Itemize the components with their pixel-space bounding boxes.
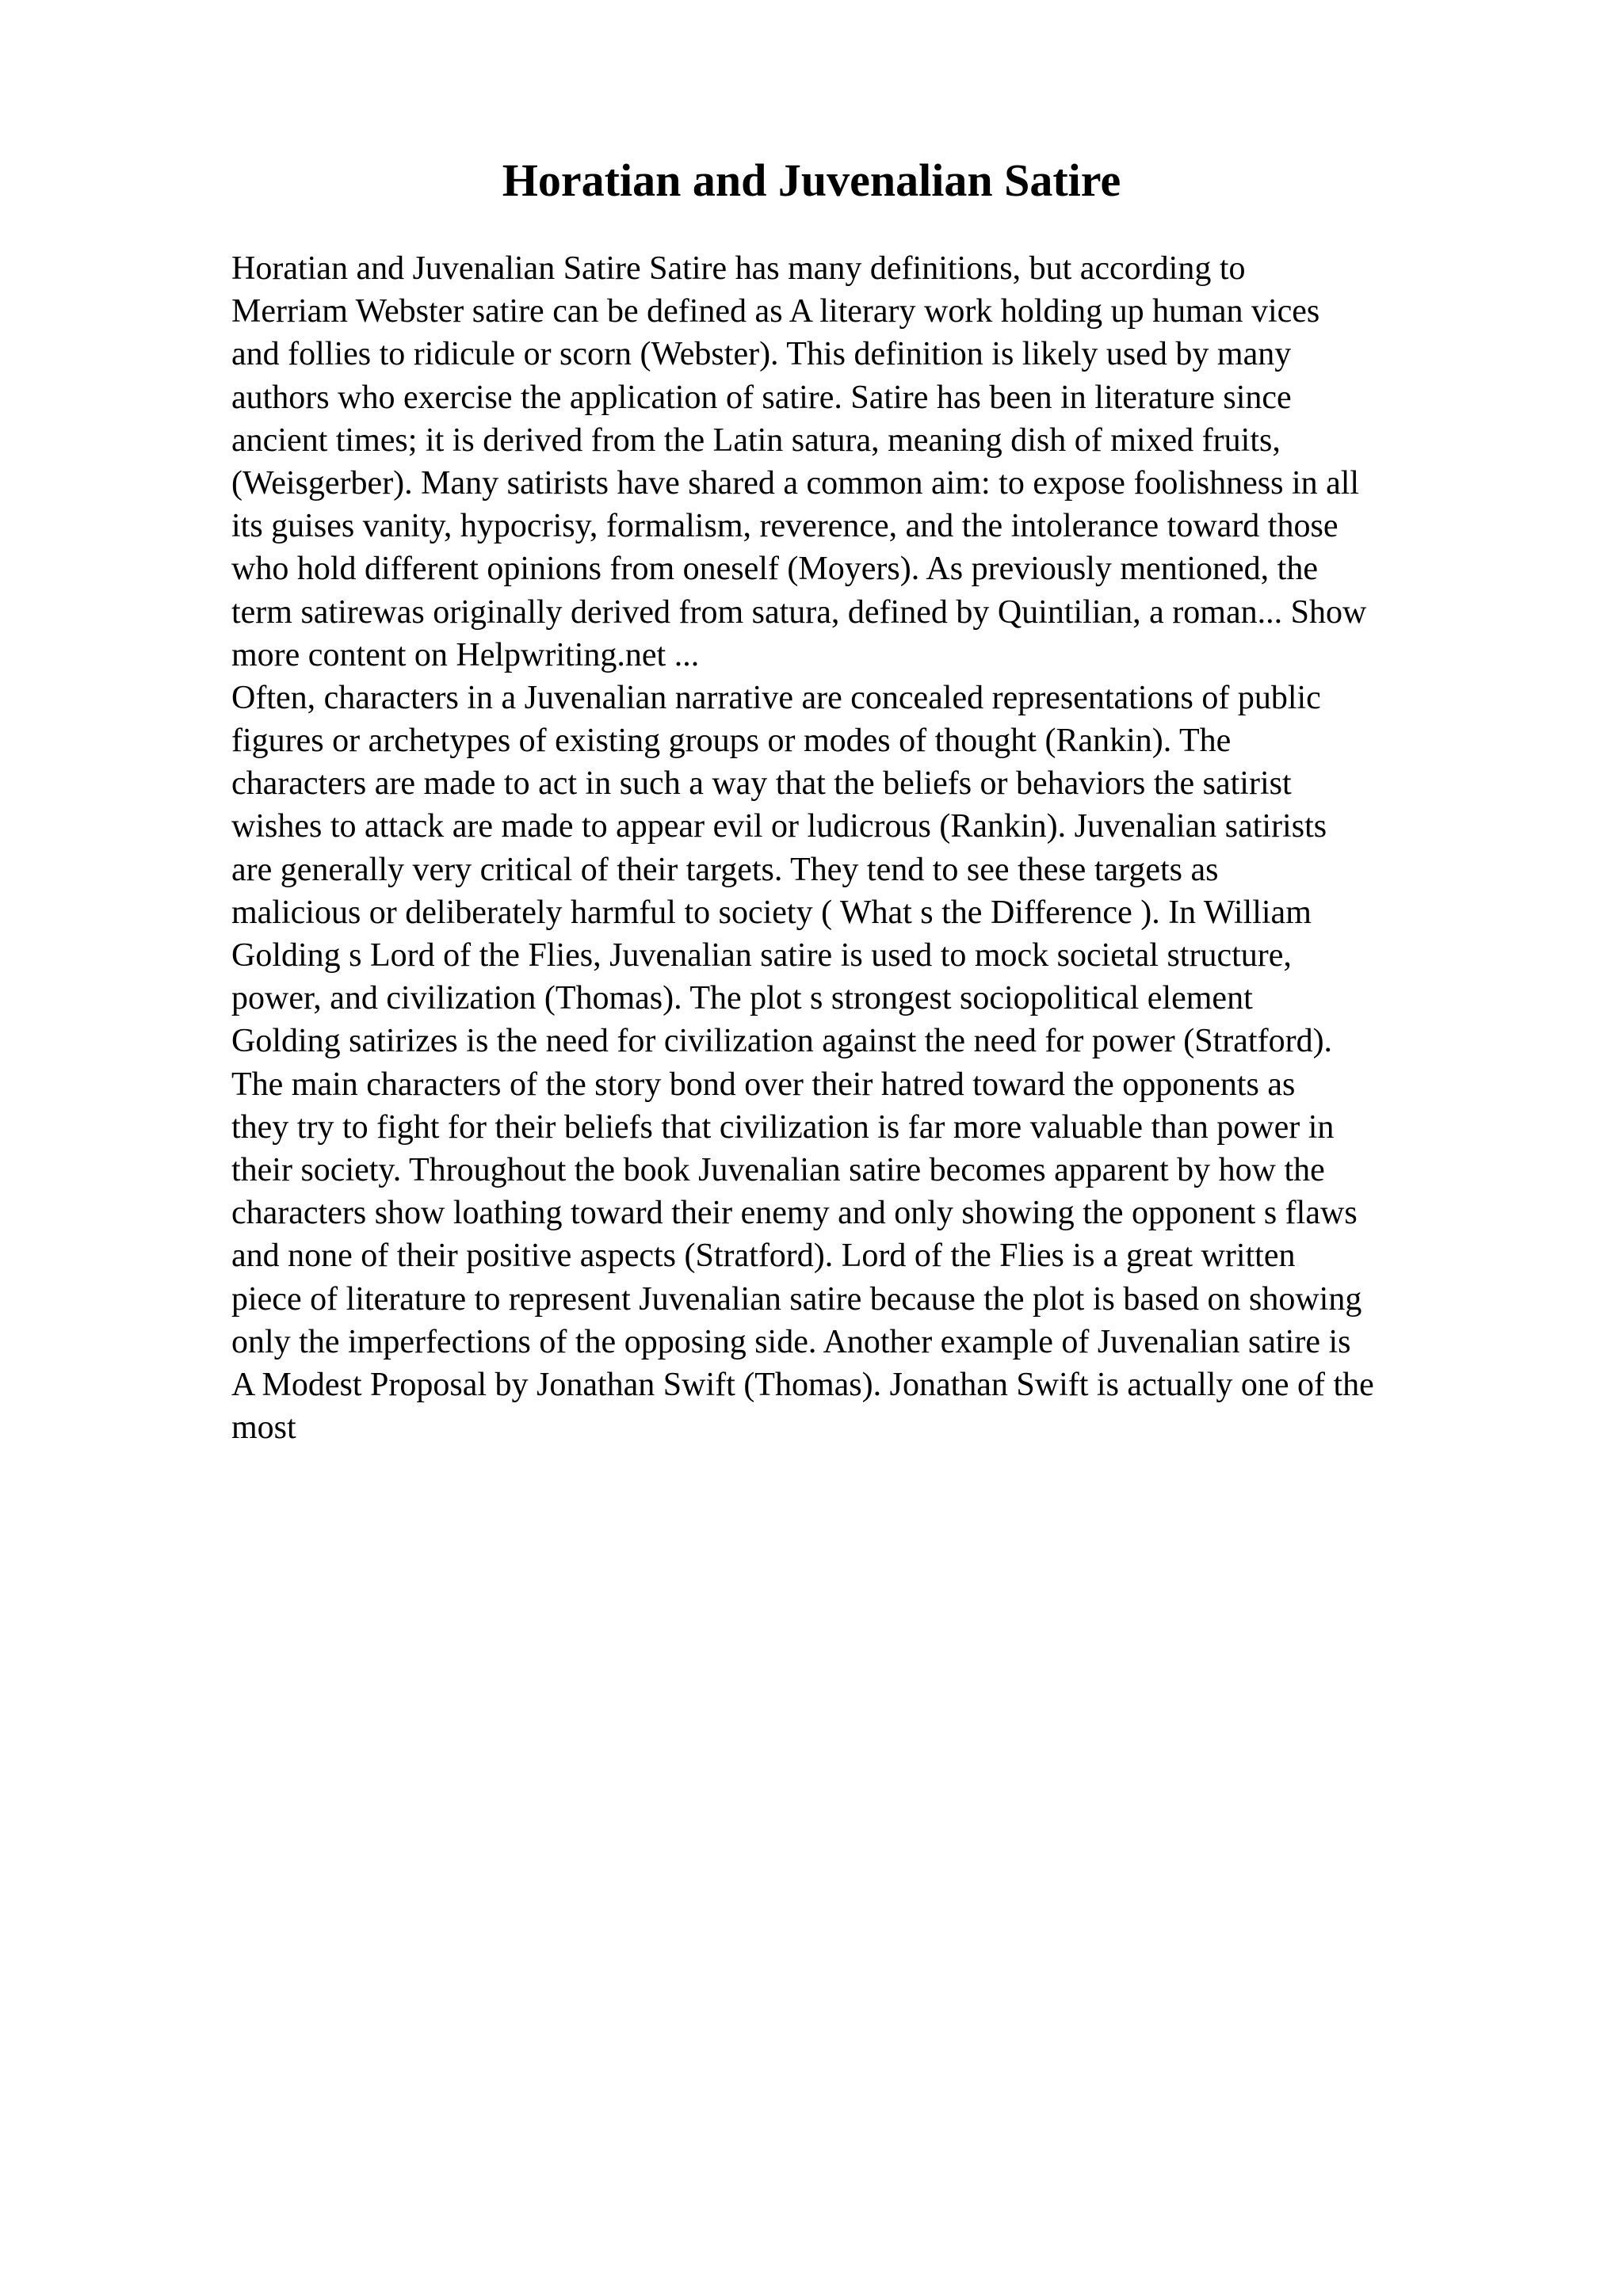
- body-text-line: more content on Helpwriting.net ...: [231, 636, 700, 673]
- body-text-line: figures or archetypes of existing groups or modes of thought (Rankin). The: [231, 723, 1232, 760]
- document-title: Horatian and Juvenalian Satire: [502, 154, 1121, 206]
- body-text-line: characters are made to act in such a way that the beliefs or behaviors the satirist: [231, 765, 1292, 803]
- body-text-line: who hold different opinions from oneself (Moyers). As previously mentioned, the: [231, 551, 1318, 588]
- body-text-line: Horatian and Juvenalian Satire Satire has many definitions, but according to: [231, 250, 1246, 287]
- body-text-line: characters show loathing toward their enemy and only showing the opponent s flaws: [231, 1195, 1358, 1232]
- body-text-line: wishes to attack are made to appear evil or ludicrous (Rankin). Juvenalian satirists: [231, 808, 1327, 845]
- body-text-line: are generally very critical of their targets. They tend to see these targets as: [231, 851, 1219, 888]
- body-text-line: its guises vanity, hypocrisy, formalism, reverence, and the intolerance toward those: [231, 508, 1338, 545]
- body-text-line: The main characters of the story bond over their hatred toward the opponents as: [231, 1066, 1296, 1103]
- body-text-line: they try to fight for their beliefs that civilization is far more valuable than power in: [231, 1108, 1335, 1146]
- body-text-line: power, and civilization (Thomas). The plot s strongest sociopolitical element: [231, 980, 1253, 1017]
- body-text-line: and follies to ridicule or scorn (Webster). This definition is likely used by many: [231, 336, 1292, 373]
- body-text-line: (Weisgerber). Many satirists have shared a common aim: to expose foolishness in all: [231, 464, 1360, 502]
- body-text-line: Golding s Lord of the Flies, Juvenalian satire is used to mock societal structure,: [231, 937, 1292, 974]
- body-text-line: A Modest Proposal by Jonathan Swift (Thomas). Jonathan Swift is actually one of the: [231, 1366, 1374, 1403]
- body-text-line: ancient times; it is derived from the Latin satura, meaning dish of mixed fruits,: [231, 421, 1281, 459]
- body-text-line: Golding satirizes is the need for civilization against the need for power (Stratford).: [231, 1023, 1333, 1060]
- body-text-line: piece of literature to represent Juvenalian satire because the plot is based on showing: [231, 1280, 1362, 1318]
- body-text-line: and none of their positive aspects (Stratford). Lord of the Flies is a great written: [231, 1238, 1296, 1275]
- body-text-line: term satirewas originally derived from satura, defined by Quintilian, a roman... Show: [231, 593, 1367, 631]
- body-text-line: Merriam Webster satire can be defined as A literary work holding up human vices: [231, 293, 1320, 330]
- body-text-line: only the imperfections of the opposing side. Another example of Juvenalian satire is: [231, 1323, 1351, 1360]
- body-text-line: Often, characters in a Juvenalian narrative are concealed representations of public: [231, 679, 1321, 716]
- body-text-line: their society. Throughout the book Juvenalian satire becomes apparent by how the: [231, 1151, 1325, 1188]
- document-body: [231, 247, 1602, 1449]
- body-text-line: authors who exercise the application of satire. Satire has been in literature since: [231, 379, 1292, 416]
- body-text-line: malicious or deliberately harmful to society ( What s the Difference ). In William: [231, 894, 1312, 931]
- body-text-line: most: [231, 1409, 296, 1447]
